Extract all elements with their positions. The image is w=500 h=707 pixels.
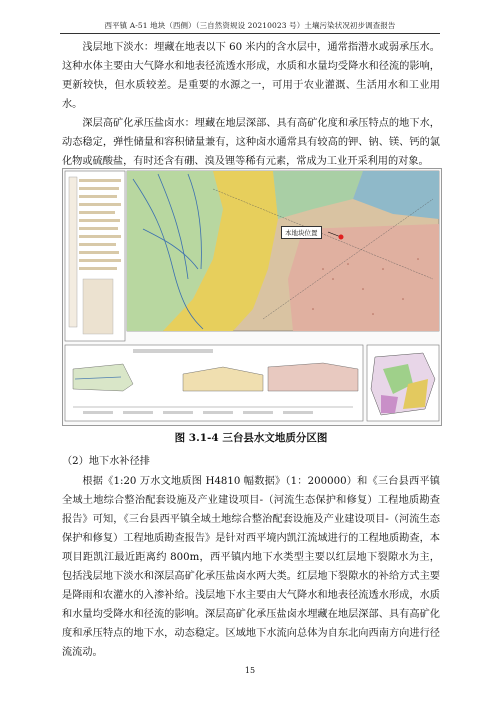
paragraph-block-top	[62, 38, 440, 171]
hydrogeology-map-figure	[62, 168, 442, 426]
section-heading: （2）地下水补径排	[62, 456, 150, 467]
paragraph-block-bottom	[62, 472, 440, 662]
paragraph-recharge-runoff-discharge: 根据《1:20 万水文地质图 H4810 幅数据》（1：200000）和《三台县西平镇全域土地综合整治配套设施及产业建设项目-（河流生态保护和修复）工程地质勘查报告》可知，《三台县西平镇全域土地综合整治配套设施及产业建设项目-（河流生态保护和修复）工程地质勘查报告》是针对西平境内凯江流域进行的工程地质勘查，本项目距凯江最近距离约 800m，西平镇内地下水类型主要以红层地下裂隙水为主，包括浅层地下淡水和深层高矿化承压盐卤水两大类。红层地下裂隙水的补给方式主要是降雨和农灌水的入渗补给。浅层地下水主要由大气降水和地表径流透水形成，水质和水量均受降水和径流的影响。深层高矿化承压盐卤水埋藏在地层深部、具有高矿化度和承压特点的地下水，动态稳定。区域地下水流向总体为自东北向西南方向进行径流流动。	[62, 476, 440, 658]
figure-caption: 图 3.1-4 三台县水文地质分区图	[174, 432, 328, 444]
page-number: 15	[244, 666, 256, 675]
site-location-label: 本地块位置	[281, 226, 322, 239]
paragraph-shallow-water: 浅层地下淡水：埋藏在地表以下 60 米内的含水层中，通常指潜水或弱承压水。这种水体主要由大气降水和地表径流透水形成，水质和水量均受降水和径流的影响，更新较快，但水质较差。是重要的水源之一，可用于农业灌溉、生活用水和工业用水。	[62, 42, 440, 110]
paragraph-deep-brine: 深层高矿化承压盐卤水：埋藏在地层深部、具有高矿化度和承压特点的地下水，动态稳定，弹性储量和容积储量兼有，这种卤水通常具有较高的钾、钠、镁、钙的氯化物或硫酸盐，有时还含有硼、溴及锂等稀有元素，常成为工业开采利用的对象。	[62, 118, 440, 167]
header-rule	[60, 33, 440, 34]
map-graphic	[63, 169, 441, 425]
header-title: 西平镇 A-51 地块（西侧）（三自然资规设 20210023 号）土壤污染状况初步调查报告	[104, 21, 396, 30]
